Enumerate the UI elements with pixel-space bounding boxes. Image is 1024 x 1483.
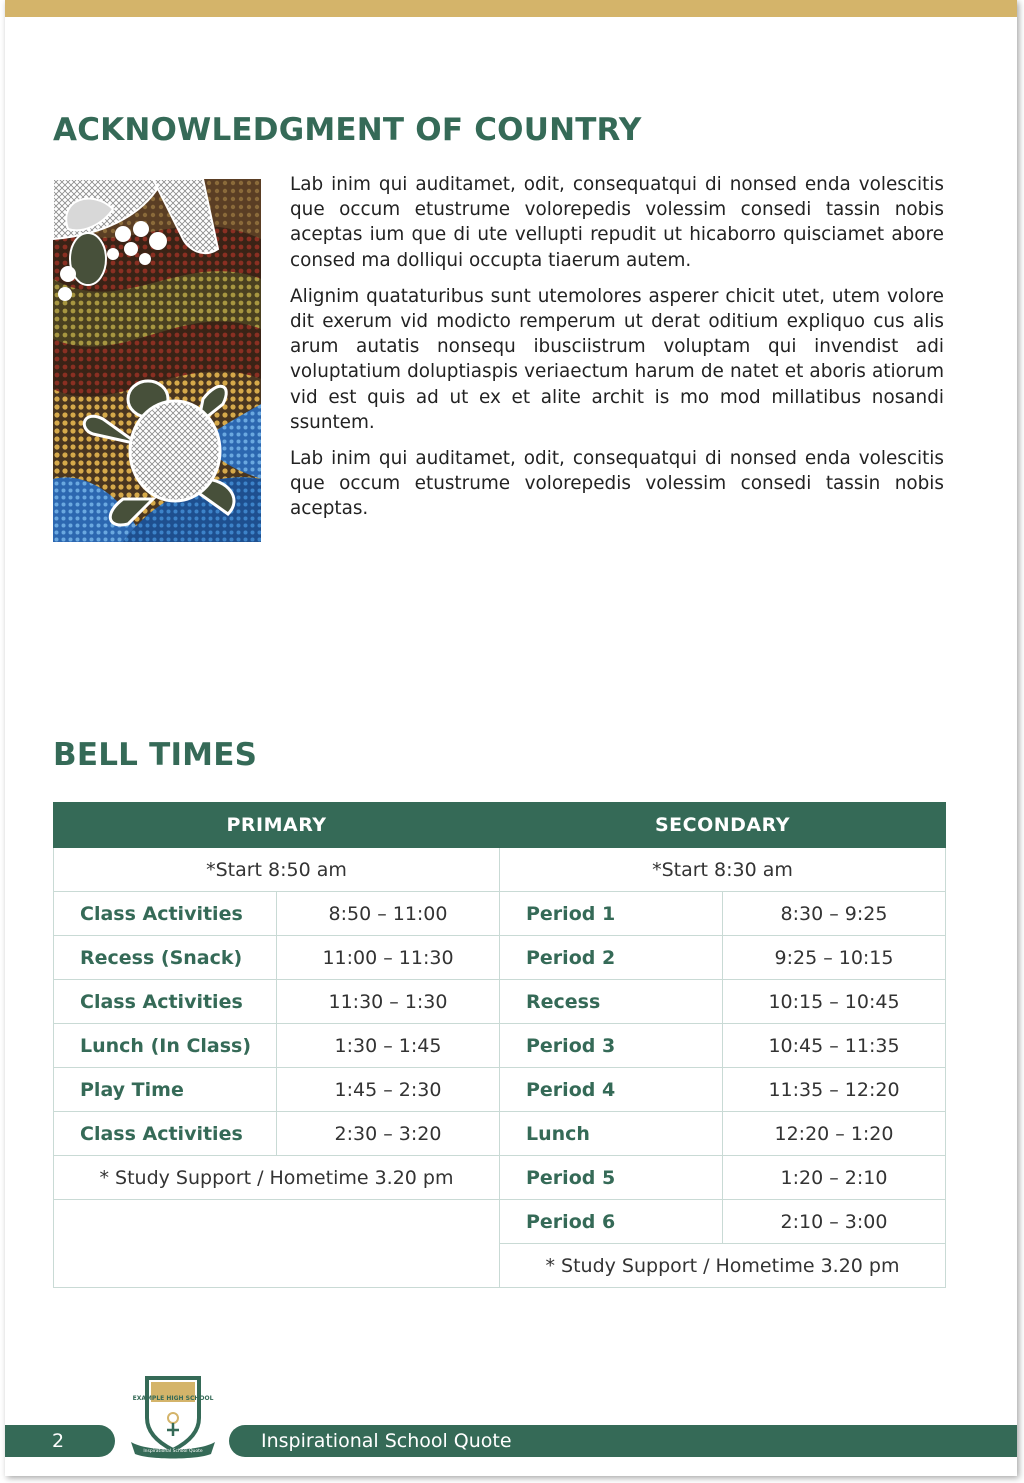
secondary-period-label: Period 1 [500, 892, 723, 936]
primary-period-label: Lunch (In Class) [54, 1024, 277, 1068]
svg-text:EXAMPLE HIGH SCHOOL: EXAMPLE HIGH SCHOOL [132, 1395, 214, 1402]
primary-period-time: 11:00 – 11:30 [277, 936, 500, 980]
page [5, 0, 1017, 1476]
table-row [54, 980, 946, 1024]
secondary-period-label: Period 6 [500, 1200, 723, 1244]
secondary-header: SECONDARY [500, 803, 946, 848]
acknowledgment-body [290, 172, 944, 533]
secondary-period-time: 10:15 – 10:45 [723, 980, 946, 1024]
acknowledgment-paragraph-3: Lab inim qui auditamet, odit, consequatqui di nonsed enda volescitis que occum etustrume volorepedis volessim consedi tassin nobis aceptas. [290, 448, 944, 520]
table-header-row [54, 803, 946, 848]
primary-empty-cell [54, 1200, 500, 1288]
secondary-period-label: Period 4 [500, 1068, 723, 1112]
bell-times-title: BELL TIMES [53, 737, 258, 773]
secondary-period-label: Recess [500, 980, 723, 1024]
table-row [54, 1200, 946, 1244]
secondary-period-label: Period 5 [500, 1156, 723, 1200]
table-row [54, 936, 946, 980]
secondary-period-time: 9:25 – 10:15 [723, 936, 946, 980]
secondary-period-label: Lunch [500, 1112, 723, 1156]
acknowledgment-paragraph-2: Alignim quataturibus sunt utemolores asperer chicit utet, utem volore dit exerum vid modicto remperum ut derat oditium expliquo cus alis arum autatis nonsequ ibusciistrum voluptam qui invendist adi voluptatium doluptiaspis veriaectum harum de natet et aboris atiorum vid est quis ad ut ex et alite archit is mo mod millatibus nosandi ssuntem. [290, 285, 944, 433]
table-row [54, 848, 946, 892]
secondary-period-label: Period 3 [500, 1024, 723, 1068]
primary-header: PRIMARY [54, 803, 500, 848]
primary-period-time: 2:30 – 3:20 [277, 1112, 500, 1156]
page-number-tab [5, 1425, 115, 1457]
table-row [54, 1024, 946, 1068]
primary-period-label: Class Activities [54, 892, 277, 936]
secondary-hometime-note: * Study Support / Hometime 3.20 pm [500, 1244, 946, 1288]
secondary-start-time: *Start 8:30 am [500, 848, 946, 892]
bell-times-table [53, 802, 946, 1288]
dot-art-turtle-illustration [53, 179, 261, 542]
table-row [54, 1112, 946, 1156]
secondary-period-label: Period 2 [500, 936, 723, 980]
primary-period-label: Recess (Snack) [54, 936, 277, 980]
school-crest-logo [127, 1372, 219, 1462]
primary-period-time: 11:30 – 1:30 [277, 980, 500, 1024]
acknowledgment-paragraph-1: Lab inim qui auditamet, odit, consequatqui di nonsed enda volescitis que occum etustrume volorepedis volessim consedi tassin nobis aceptas ium que di ute vellupti repudit ut hicaborro quisciamet abore consed ma dolliqui occupta tiaerum autem. [290, 174, 944, 271]
table-row [54, 892, 946, 936]
primary-start-time: *Start 8:50 am [54, 848, 500, 892]
page-number: 2 [52, 1430, 65, 1452]
primary-period-time: 8:50 – 11:00 [277, 892, 500, 936]
table-row [54, 1068, 946, 1112]
primary-period-time: 1:30 – 1:45 [277, 1024, 500, 1068]
primary-hometime-note: * Study Support / Hometime 3.20 pm [54, 1156, 500, 1200]
primary-period-label: Class Activities [54, 980, 277, 1024]
secondary-period-time: 10:45 – 11:35 [723, 1024, 946, 1068]
footer-quote-bar [229, 1425, 1017, 1457]
secondary-period-time: 8:30 – 9:25 [723, 892, 946, 936]
table-row [54, 1156, 946, 1200]
primary-period-label: Class Activities [54, 1112, 277, 1156]
svg-text:Inspirational School Quote: Inspirational School Quote [143, 1449, 203, 1454]
top-gold-bar [5, 0, 1017, 17]
secondary-period-time: 1:20 – 2:10 [723, 1156, 946, 1200]
secondary-period-time: 12:20 – 1:20 [723, 1112, 946, 1156]
acknowledgment-title: ACKNOWLEDGMENT OF COUNTRY [53, 112, 642, 148]
secondary-period-time: 2:10 – 3:00 [723, 1200, 946, 1244]
primary-period-time: 1:45 – 2:30 [277, 1068, 500, 1112]
footer-quote-text: Inspirational School Quote [261, 1430, 512, 1452]
secondary-period-time: 11:35 – 12:20 [723, 1068, 946, 1112]
primary-period-label: Play Time [54, 1068, 277, 1112]
